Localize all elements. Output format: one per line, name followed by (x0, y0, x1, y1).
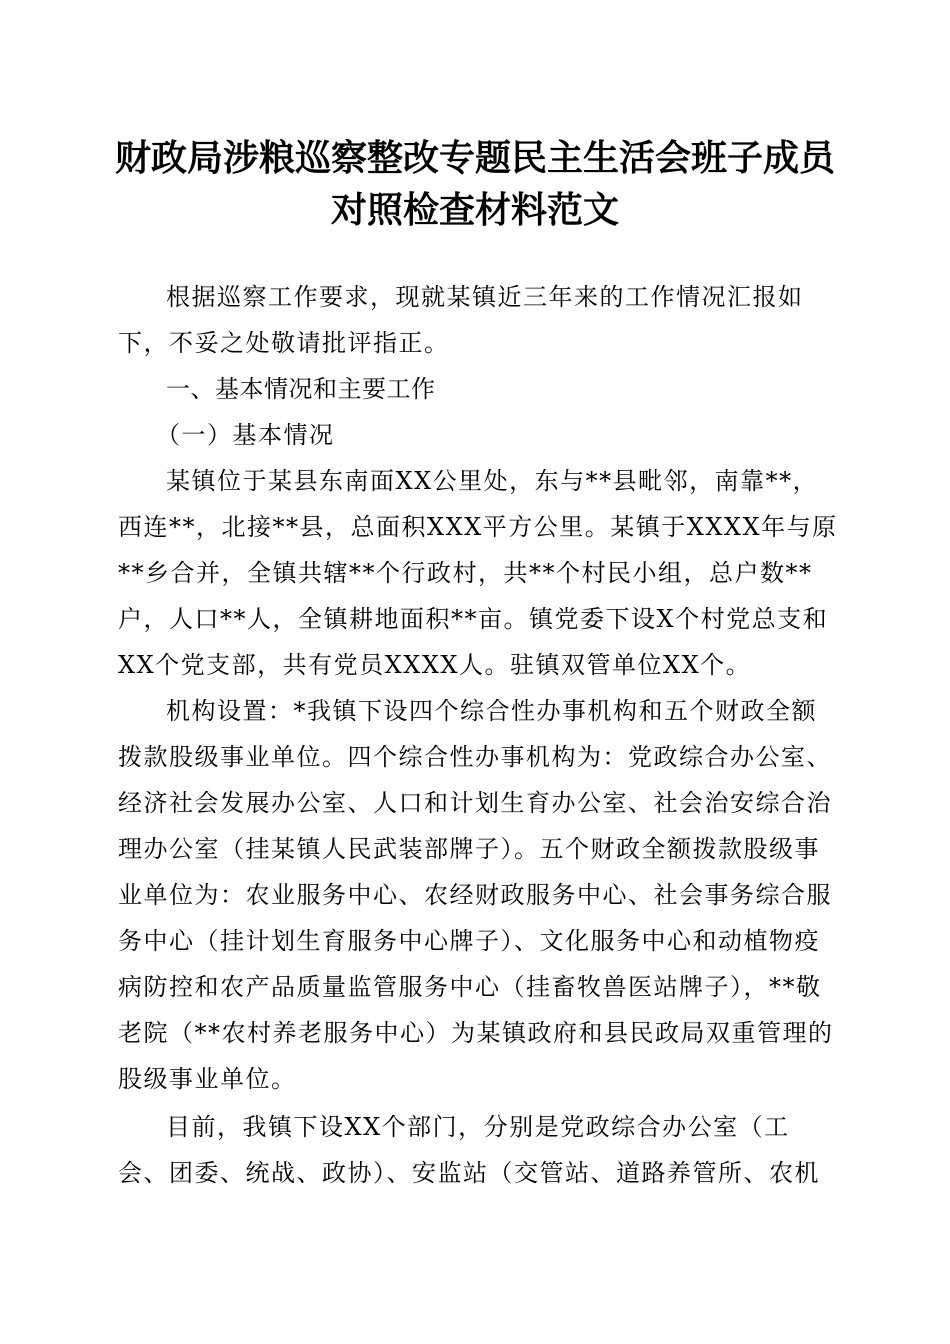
document-title-line-1: 财政局涉粮巡察整改专题民主生活会班子成员 (114, 137, 835, 179)
section-heading-basic-situation: 一、基本情况和主要工作 (166, 375, 436, 403)
document-title-line-2: 对照检查材料范文 (330, 189, 619, 231)
organization-paragraph: 机构设置：*我镇下设四个综合性办事机构和五个财政全额拨款股级事业单位。四个综合性办事机构为：党政综合办公室、经济社会发展办公室、人口和计划生育办公室、社会治安综合治理办公室（挂某镇人民武装部牌子）。五个财政全额拨款股级事业单位为：农业服务中心、农经财政服务中心、社会事务综合服务中心（挂计划生育服务中心牌子）、文化服务中心和动植物疫病防控和农产品质量监管服务中心（挂畜牧兽医站牌子），**敬老院（**农村养老服务中心）为某镇政府和县民政局双重管理的股级事业单位。 (118, 697, 834, 1093)
intro-paragraph: 根据巡察工作要求，现就某镇近三年来的工作情况汇报如下，不妥之处敬请批评指正。 (118, 283, 804, 357)
subsection-heading-basic-situation: （一）基本情况 (156, 421, 335, 449)
departments-paragraph: 目前，我镇下设XX个部门，分别是党政综合办公室（工会、团委、统战、政协）、安监站（交管站、道路养管所、农机 (118, 1113, 820, 1187)
location-paragraph: 某镇位于某县东南面XX公里处，东与**县毗邻，南靠**，西连**，北接**县，总面积XXX平方公里。某镇于XXXX年与原**乡合并，全镇共辖**个行政村，共**个村民小组，总户数**户，人口**人，全镇耕地面积**亩。镇党委下设X个村党总支和XX个党支部，共有党员XXXX人。驻镇双管单位XX个。 (118, 467, 838, 679)
